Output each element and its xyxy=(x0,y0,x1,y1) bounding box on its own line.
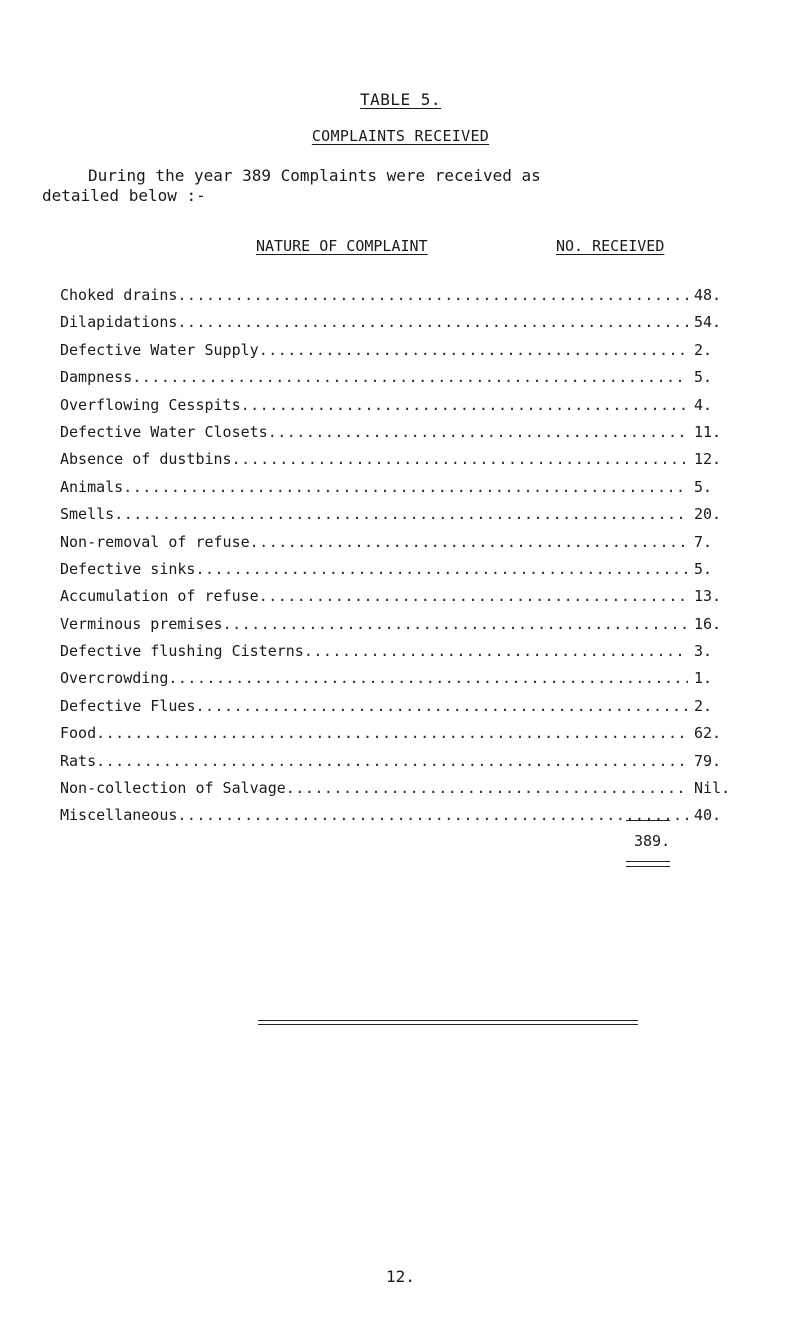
complaint-row xyxy=(60,615,740,642)
complaint-row xyxy=(60,478,740,505)
complaint-row xyxy=(60,286,740,313)
dot-leader xyxy=(132,368,688,386)
complaint-count: Nil. xyxy=(694,779,731,798)
dot-leader xyxy=(123,478,688,496)
complaint-label: Dampness xyxy=(60,368,133,387)
dot-leader xyxy=(177,806,688,824)
dot-leader xyxy=(195,560,688,578)
complaint-count: 11. xyxy=(694,422,722,441)
complaint-label: Choked drains xyxy=(60,286,178,304)
dot-leader xyxy=(232,450,688,468)
total-rule-top xyxy=(626,820,670,821)
complaint-count: 7. xyxy=(694,532,713,551)
complaint-row xyxy=(60,587,740,614)
complaint-label: Absence of dustbins xyxy=(60,450,232,469)
dot-leader xyxy=(304,642,688,660)
complaint-row xyxy=(60,669,740,696)
dot-leader xyxy=(241,396,688,414)
dot-leader xyxy=(259,587,688,605)
dot-leader xyxy=(168,669,688,687)
complaint-label: Defective sinks xyxy=(60,559,196,578)
complaint-label: Non-collection of Salvage xyxy=(60,779,286,798)
complaint-row xyxy=(60,779,740,806)
dot-leader xyxy=(177,286,688,304)
complaint-label: Rats xyxy=(60,751,97,770)
complaint-row xyxy=(60,697,740,724)
complaint-label: Food xyxy=(60,724,97,743)
column-header-nature: NATURE OF COMPLAINT xyxy=(256,237,428,255)
complaint-count: 16. xyxy=(694,614,722,633)
dot-leader xyxy=(96,724,688,742)
complaint-row xyxy=(60,423,740,450)
dot-leader xyxy=(177,313,688,331)
dot-leader xyxy=(195,697,688,715)
intro-paragraph xyxy=(42,166,742,206)
complaint-label: Defective Flues xyxy=(60,696,196,715)
complaint-label: Overflowing Cesspits xyxy=(60,395,241,414)
complaints-list xyxy=(60,286,740,834)
table-subtitle: COMPLAINTS RECEIVED xyxy=(311,127,490,145)
complaint-count: 1. xyxy=(694,669,713,688)
complaint-label: Non-removal of refuse xyxy=(60,532,250,551)
dot-leader xyxy=(223,615,688,633)
dot-leader xyxy=(250,533,688,551)
section-divider xyxy=(258,1020,638,1025)
complaint-row xyxy=(60,560,740,587)
table-title: TABLE 5. xyxy=(359,90,442,109)
complaint-label: Miscellaneous xyxy=(60,806,178,825)
complaint-label: Overcrowding xyxy=(60,669,169,688)
complaint-label: Dilapidations xyxy=(60,313,178,332)
complaint-count: 4. xyxy=(694,395,713,414)
complaint-label: Accumulation of refuse xyxy=(60,587,259,606)
complaint-label: Defective flushing Cisterns xyxy=(60,642,304,661)
complaint-count: 12. xyxy=(694,450,722,469)
complaint-count: 2. xyxy=(694,696,713,715)
complaint-row xyxy=(60,341,740,368)
complaint-count: 54. xyxy=(694,313,722,332)
page-number: 12. xyxy=(386,1267,415,1286)
intro-line-2: detailed below :- xyxy=(42,186,206,205)
complaint-row xyxy=(60,450,740,477)
complaint-row xyxy=(60,368,740,395)
complaint-count: 3. xyxy=(694,642,713,661)
complaint-row xyxy=(60,642,740,669)
complaint-count: 5. xyxy=(694,559,713,578)
dot-leader xyxy=(114,505,688,523)
complaint-row xyxy=(60,752,740,779)
complaint-count: 5. xyxy=(694,368,713,387)
dot-leader xyxy=(96,752,688,770)
dot-leader xyxy=(286,779,688,797)
total-double-rule xyxy=(626,861,670,867)
complaint-count: 79. xyxy=(694,751,722,770)
complaint-label: Animals xyxy=(60,477,124,496)
complaint-row xyxy=(60,724,740,751)
complaint-label: Defective Water Supply xyxy=(60,340,259,359)
complaint-count: 5. xyxy=(694,477,713,496)
complaint-count: 13. xyxy=(694,587,722,606)
intro-line-1: During the year 389 Complaints were received as xyxy=(88,166,541,185)
complaint-count: 48. xyxy=(694,286,722,304)
complaint-label: Verminous premises xyxy=(60,614,223,633)
complaint-row xyxy=(60,313,740,340)
complaint-count: 40. xyxy=(694,806,722,825)
complaint-label: Defective Water Closets xyxy=(60,422,268,441)
dot-leader xyxy=(268,423,688,441)
dot-leader xyxy=(259,341,688,359)
complaint-count: 2. xyxy=(694,340,713,359)
complaint-count: 62. xyxy=(694,724,722,743)
complaint-row xyxy=(60,505,740,532)
complaint-count: 20. xyxy=(694,505,722,524)
column-header-received: NO. RECEIVED xyxy=(556,237,665,255)
complaint-row xyxy=(60,396,740,423)
complaint-row xyxy=(60,533,740,560)
complaint-label: Smells xyxy=(60,505,115,524)
total-count: 389. xyxy=(634,832,671,850)
